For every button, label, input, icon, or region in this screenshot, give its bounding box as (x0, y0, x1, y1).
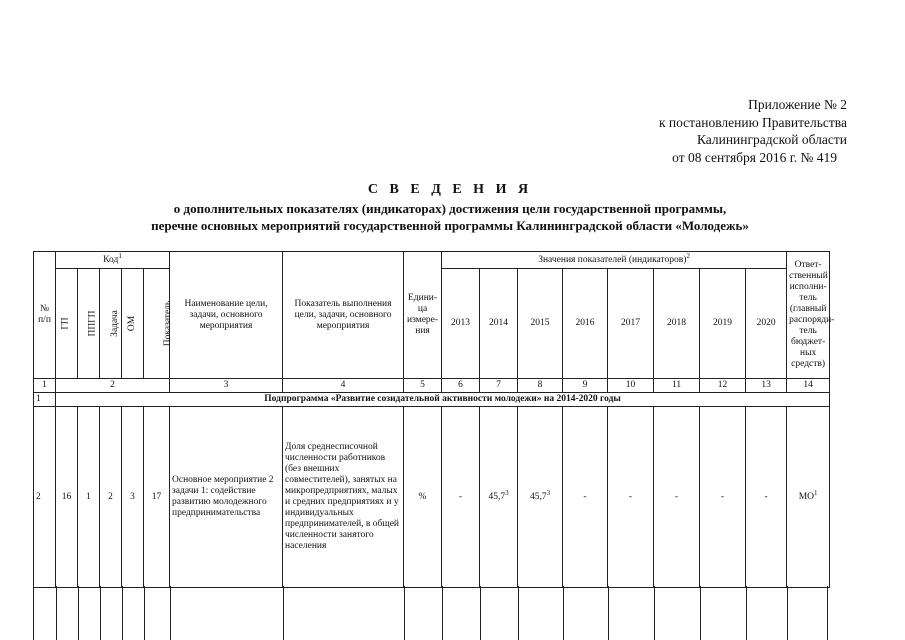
header-code-group (56, 252, 170, 269)
row-value-2014-footnote: 3 (505, 488, 509, 497)
index-cell: 2 (56, 379, 170, 393)
index-cell: 1 (34, 379, 56, 393)
index-cell: 6 (442, 379, 480, 393)
row-num: 2 (34, 407, 56, 588)
header-code-indicator-text: Показатель (163, 300, 174, 347)
row-value-2014 (480, 407, 518, 588)
appendix-line-2: к постановлению Правительства (658, 114, 847, 130)
header-responsible: Ответ-ственный исполни-тель (главный распоряди-тель бюджет-ных средств) (787, 252, 830, 379)
table-row (34, 407, 830, 588)
header-code-task-text: Задача (109, 310, 120, 337)
row-responsible-footnote: 1 (814, 488, 818, 497)
header-unit: Едини-ца измере-ния (404, 252, 442, 379)
index-cell: 4 (283, 379, 404, 393)
row-measure-name: Основное мероприятие 2 задачи 1: содействие развитию молодежного предпринимательства (170, 407, 283, 588)
row-value-2018-text: - (674, 491, 679, 502)
index-cell: 14 (787, 379, 830, 393)
row-value-2013-text: - (458, 491, 463, 502)
header-values-footnote: 2 (686, 251, 690, 260)
header-code-label: Код (103, 254, 119, 265)
subprogram-row (34, 393, 830, 407)
index-cell: 12 (700, 379, 746, 393)
index-cell: 11 (654, 379, 700, 393)
row-responsible-text: МО (798, 491, 815, 502)
header-year-2018: 2018 (654, 269, 700, 379)
row-code-ppgp: 1 (78, 407, 100, 588)
document-subtitle-1: о дополнительных показателях (индикаторах) достижения цели государственной программы, (173, 201, 727, 216)
header-num: № п/п (34, 252, 56, 379)
row-value-2015 (518, 407, 563, 588)
row-value-2020 (746, 407, 787, 588)
row-code-om: 3 (122, 407, 144, 588)
row-value-2014-text: 45,7 (488, 491, 506, 502)
header-code-om (122, 269, 144, 379)
indicators-table (33, 251, 835, 588)
row-value-2019-text: - (720, 491, 725, 502)
document-heading (60, 180, 840, 234)
header-year-2013: 2013 (442, 269, 480, 379)
header-code-indicator (144, 269, 174, 379)
appendix-date-line: от 08 сентября 2016 г. № 419 (672, 149, 837, 165)
row-code-gp: 16 (56, 407, 78, 588)
row-responsible (787, 407, 830, 588)
appendix-block (587, 96, 847, 166)
header-year-2016: 2016 (563, 269, 608, 379)
subprogram-num: 1 (34, 393, 56, 407)
index-row (34, 379, 830, 393)
header-code-ppgp (78, 269, 100, 379)
header-year-2015: 2015 (518, 269, 563, 379)
header-code-footnote: 1 (118, 251, 122, 260)
row-indicator-text: Доля среднесписочной численности работников (без внешних совместителей), занятых на микропредприятиях, малых и средних предприятиях и у индивидуальных предпринимателей, в общей численности занятого населения (283, 407, 404, 588)
row-value-2018 (654, 407, 700, 588)
row-code-task: 2 (100, 407, 122, 588)
row-value-2019 (700, 407, 746, 588)
header-year-2017: 2017 (608, 269, 654, 379)
row-value-2020-text: - (764, 491, 768, 502)
header-code-om-text: ОМ (127, 315, 137, 332)
index-cell: 7 (480, 379, 518, 393)
header-code-ppgp-text: ППГП (87, 310, 98, 337)
row-value-2016 (563, 407, 608, 588)
header-name: Наименование цели, задачи, основного мероприятия (170, 252, 283, 379)
header-code-task (100, 269, 122, 379)
header-values-group (442, 252, 787, 269)
index-cell: 5 (404, 379, 442, 393)
appendix-line-3: Калининградской области (696, 132, 847, 147)
header-indicator: Показатель выполнения цели, задачи, основного мероприятия (283, 252, 404, 379)
subprogram-title: Подпрограмма «Развитие созидательной активности молодежи» на 2014-2020 годы (56, 393, 830, 407)
index-cell: 13 (746, 379, 787, 393)
header-year-2014: 2014 (480, 269, 518, 379)
index-cell: 8 (518, 379, 563, 393)
document-title: С В Е Д Е Н И Я (367, 182, 533, 197)
row-value-2015-text: 45,7 (529, 491, 547, 502)
header-values-label: Значения показателей (индикаторов) (538, 254, 687, 265)
row-code-indicator: 17 (144, 407, 170, 588)
index-cell: 3 (170, 379, 283, 393)
index-cell: 9 (563, 379, 608, 393)
header-year-2020: 2020 (746, 269, 787, 379)
document-subtitle-2: перечне основных мероприятий государственной программы Калининградской области «Молодежь» (151, 218, 749, 233)
header-year-2019: 2019 (700, 269, 746, 379)
row-unit: % (404, 407, 442, 588)
row-value-2016-text: - (583, 491, 587, 502)
row-value-2017-text: - (628, 491, 633, 502)
row-value-2015-footnote: 3 (546, 488, 551, 497)
header-row-1 (34, 252, 830, 269)
header-code-gp (56, 269, 78, 379)
row-value-2017 (608, 407, 654, 588)
table-continuation-lines (33, 586, 828, 640)
header-code-gp-text: ГП (60, 317, 71, 330)
index-cell: 10 (608, 379, 654, 393)
row-value-2013 (442, 407, 480, 588)
appendix-line-1: Приложение № 2 (748, 97, 847, 112)
